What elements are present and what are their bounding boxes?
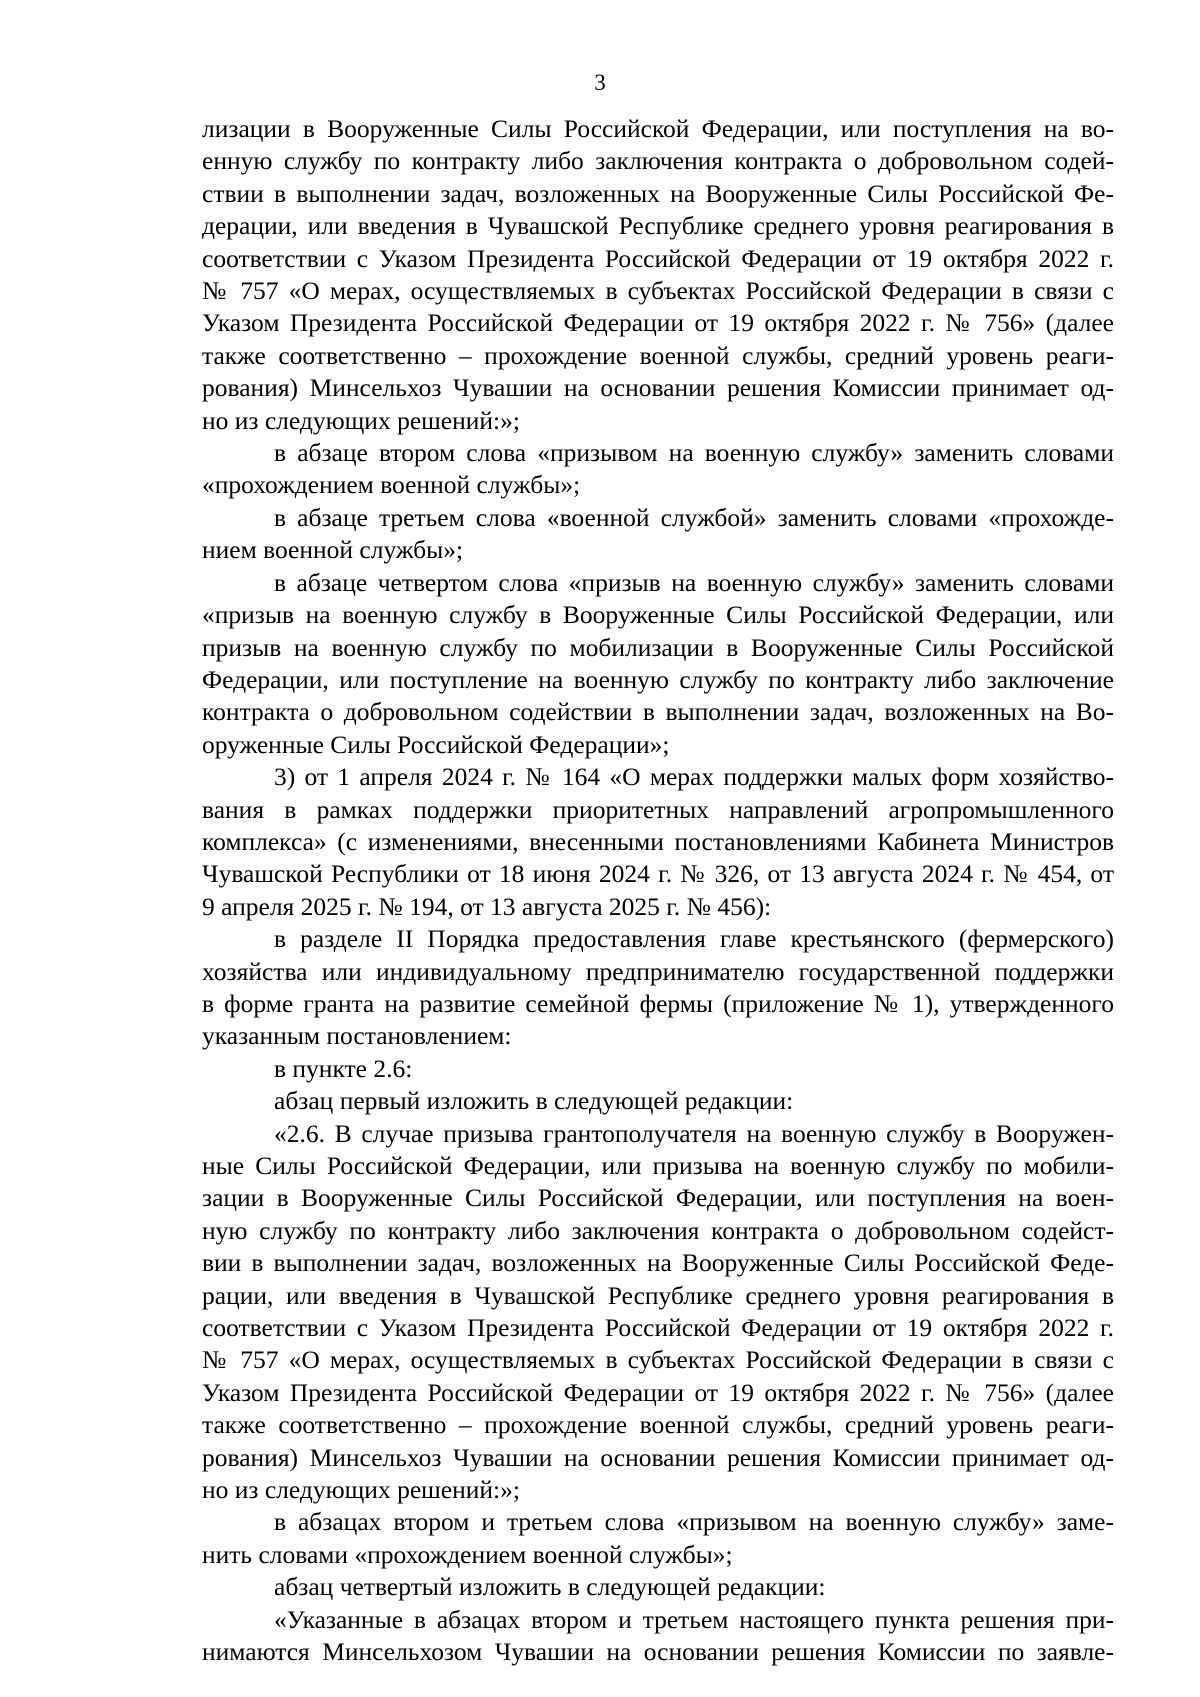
- text-line: вания в рамках поддержки приоритетных направлений агропромышленного: [202, 794, 1114, 824]
- text-line: абзац четвертый изложить в следующей редакции:: [274, 1572, 826, 1602]
- text-line: № 757 «О мерах, осуществляемых в субъектах Российской Федерации в связи с: [202, 276, 1114, 306]
- text-line: 3) от 1 апреля 2024 г. № 164 «О мерах поддержки малых форм хозяйство-: [274, 762, 1114, 792]
- text-line: Указом Президента Российской Федерации от 19 октября 2022 г. № 756» (далее: [202, 1377, 1114, 1407]
- text-line: рования) Минсельхоз Чувашии на основании решения Комиссии принимает од-: [202, 1442, 1114, 1472]
- text-line: комплекса» (с изменениями, внесенными постановлениями Кабинета Министров: [202, 826, 1114, 856]
- text-line: в пункте 2.6:: [274, 1053, 413, 1083]
- text-line: но из следующих решений:»;: [202, 1475, 520, 1505]
- text-line: контракта о добровольном содействии в выполнении задач, возложенных на Во-: [202, 697, 1114, 727]
- text-line: в разделе II Порядка предоставления главе крестьянского (фермерского): [274, 924, 1114, 954]
- text-line: в абзаце втором слова «призывом на военную службу» заменить словами: [274, 438, 1114, 468]
- text-line: абзац первый изложить в следующей редакции:: [274, 1086, 794, 1116]
- text-line: рования) Минсельхоз Чувашии на основании решения Комиссии принимает од-: [202, 373, 1114, 403]
- text-line: соответствии с Указом Президента Российской Федерации от 19 октября 2022 г.: [202, 243, 1114, 273]
- paragraph: [202, 567, 1114, 761]
- paragraph: [202, 1085, 1114, 1117]
- paragraph: [202, 502, 1114, 567]
- text-line: оруженные Силы Российской Федерации»;: [202, 729, 670, 759]
- text-line: лизации в Вооруженные Силы Российской Федерации, или поступления на во-: [202, 114, 1114, 143]
- text-line: ную службу по контракту либо заключения контракта о добровольном содейст-: [202, 1215, 1114, 1245]
- paragraph: [202, 113, 1114, 437]
- text-line: «Указанные в абзацах втором и третьем настоящего пункта решения при-: [274, 1604, 1114, 1634]
- text-line: ные Силы Российской Федерации, или призыва на военную службу по мобили-: [202, 1151, 1114, 1180]
- paragraph: [202, 1571, 1114, 1603]
- text-line: хозяйства или индивидуальному предпринимателю государственной поддержки: [202, 956, 1114, 986]
- text-line: «прохождением военной службы»;: [202, 470, 581, 500]
- text-line: № 757 «О мерах, осуществляемых в субъектах Российской Федерации в связи с: [202, 1345, 1114, 1375]
- text-line: нить словами «прохождением военной службы»;: [202, 1539, 733, 1569]
- document-body: [202, 113, 1114, 1669]
- text-line: указанным постановлением:: [202, 1021, 512, 1051]
- text-line: Чувашской Республики от 18 июня 2024 г. № 326, от 13 августа 2024 г. № 454, от: [202, 859, 1114, 889]
- text-line: в абзацах втором и третьем слова «призывом на военную службу» заме-: [274, 1507, 1114, 1537]
- paragraph: [202, 1604, 1114, 1669]
- text-line: также соответственно – прохождение военной службы, средний уровень реаги-: [202, 1410, 1114, 1440]
- paragraph: [202, 761, 1114, 923]
- paragraph: [202, 1506, 1114, 1571]
- text-line: нием военной службы»;: [202, 535, 464, 565]
- text-line: призыв на военную службу по мобилизации в Вооруженные Силы Российской: [202, 632, 1114, 662]
- text-line: в абзаце четвертом слова «призыв на военную службу» заменить словами: [274, 567, 1114, 597]
- text-line: соответствии с Указом Президента Российской Федерации от 19 октября 2022 г.: [202, 1313, 1114, 1343]
- text-line: вии в выполнении задач, возложенных на Вооруженные Силы Российской Феде-: [202, 1248, 1114, 1278]
- text-line: рации, или введения в Чувашской Республике среднего уровня реагирования в: [202, 1280, 1114, 1310]
- text-line: в абзаце третьем слова «военной службой» заменить словами «прохожде-: [274, 502, 1114, 532]
- paragraph: [202, 1053, 1114, 1085]
- text-line: ствии в выполнении задач, возложенных на Вооруженные Силы Российской Фе-: [202, 178, 1114, 208]
- text-line: «2.6. В случае призыва грантополучателя на военную службу в Вооружен-: [274, 1118, 1114, 1148]
- text-line: также соответственно – прохождение военной службы, средний уровень реаги-: [202, 340, 1114, 370]
- page-number: 3: [594, 70, 606, 95]
- text-line: дерации, или введения в Чувашской Республике среднего уровня реагирования в: [202, 211, 1114, 241]
- text-line: енную службу по контракту либо заключения контракта о добровольном содей-: [202, 146, 1114, 176]
- text-line: в форме гранта на развитие семейной фермы (приложение № 1), утвержденного: [202, 988, 1114, 1018]
- text-line: зации в Вооруженные Силы Российской Федерации, или поступления на воен-: [202, 1183, 1114, 1213]
- text-line: «призыв на военную службу в Вооруженные Силы Российской Федерации, или: [202, 600, 1114, 630]
- paragraph: [202, 1118, 1114, 1507]
- paragraph: [202, 923, 1114, 1053]
- text-line: но из следующих решений:»;: [202, 405, 520, 435]
- text-line: нимаются Минсельхозом Чувашии на основании решения Комиссии по заявле-: [202, 1637, 1114, 1667]
- text-line: Указом Президента Российской Федерации от 19 октября 2022 г. № 756» (далее: [202, 308, 1114, 338]
- paragraph: [202, 437, 1114, 502]
- text-line: Федерации, или поступление на военную службу по контракту либо заключение: [202, 664, 1114, 694]
- text-line: 9 апреля 2025 г. № 194, от 13 августа 2025 г. № 456):: [202, 891, 772, 921]
